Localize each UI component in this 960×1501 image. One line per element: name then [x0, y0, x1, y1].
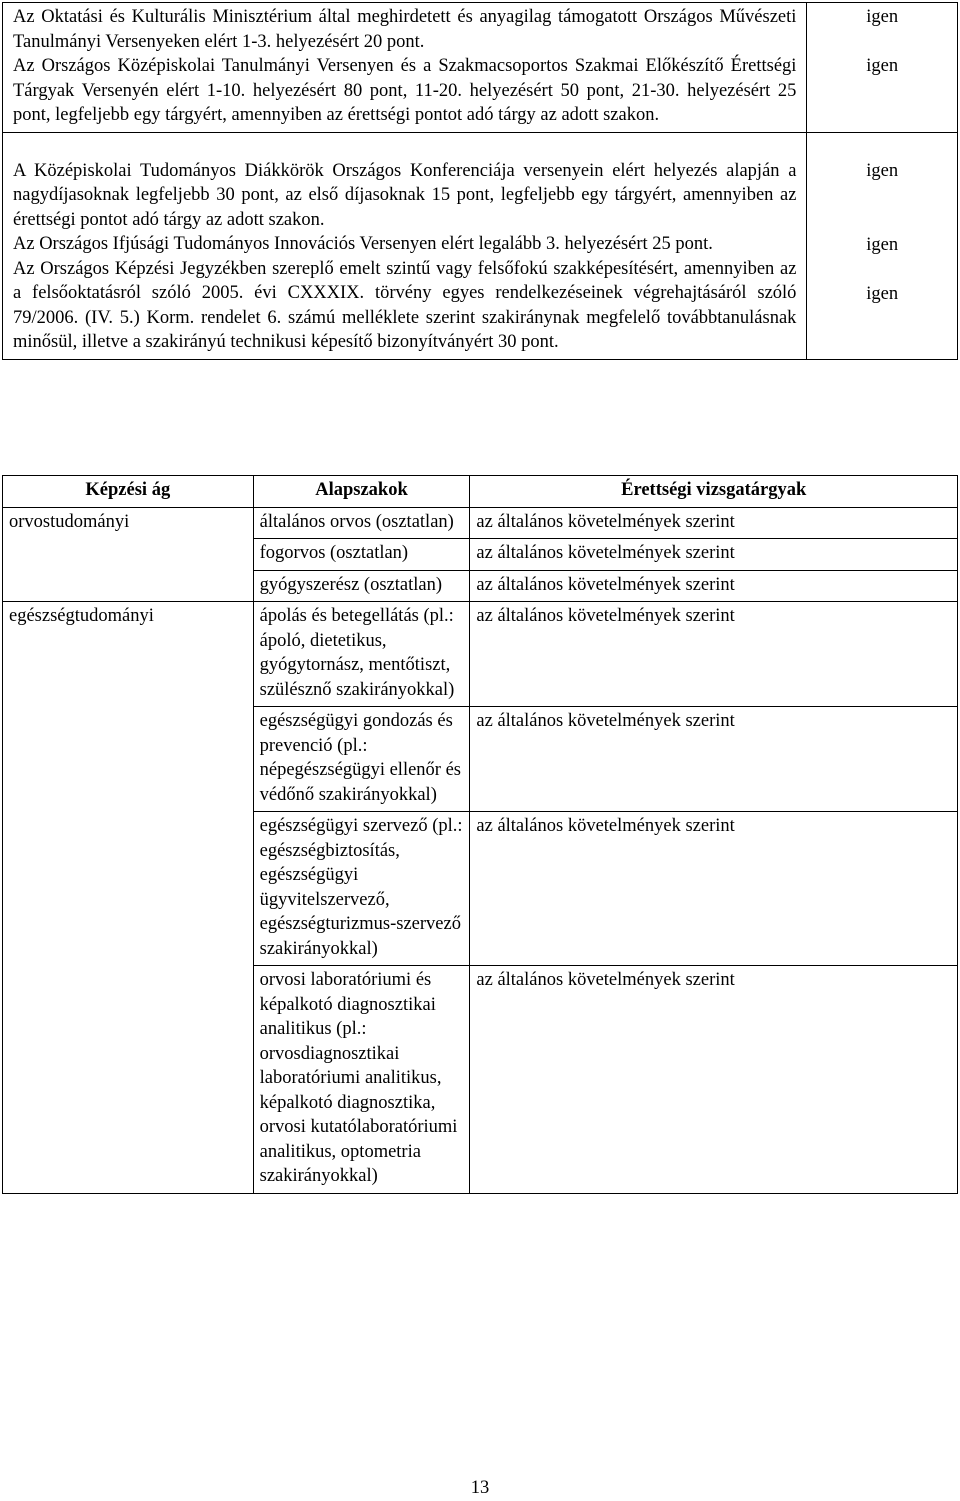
criteria-row	[3, 3, 958, 133]
criteria-paragraph: A Középiskolai Tudományos Diákkörök Országos Konferenciája versenyein elért helyezés alapján a nagydíjasoknak legfeljebb 30 pont, az első díjasoknak 15 pont, legfeljebb egy tárgyért, amennyiben az érettségi pontot adó tárgy az adott szakon.	[13, 160, 797, 230]
exam-cell: az általános követelmények szerint	[470, 570, 958, 602]
criteria-flag: igen	[866, 56, 899, 76]
area-cell	[3, 539, 254, 571]
area-cell	[3, 707, 254, 812]
criteria-flag: igen	[866, 234, 899, 255]
criteria-flag: igen	[866, 283, 899, 304]
exam-cell: az általános követelmények szerint	[470, 539, 958, 571]
column-header-major: Alapszakok	[253, 476, 470, 508]
area-cell	[3, 812, 254, 966]
criteria-paragraph: Az Országos Képzési Jegyzékben szereplő emelt szintű vagy felsőfokú szakképesítésért, amennyiben az a felsőoktatásról szóló 2005. évi CXXXIX. törvény egyes rendelkezéseinek végrehajtásáról szóló 79/2006. (IV. 5.) Korm. rendelet 6. számú melléklete szerint szakiránynak megfelelő továbbtanulásnak minősül, illetve a szakirányú technikusi képesítő bizonyítványért 30 pont.	[13, 258, 797, 352]
table-row	[3, 507, 958, 539]
area-cell	[3, 570, 254, 602]
table-row	[3, 539, 958, 571]
major-cell: orvosi laboratóriumi és képalkotó diagnosztikai analitikus (pl.: orvosdiagnosztikai laboratóriumi analitikus, képalkotó diagnosztika, orvosi kutatólaboratóriumi analitikus, optometria szakirányokkal)	[253, 966, 470, 1194]
major-cell: fogorvos (osztatlan)	[253, 539, 470, 571]
criteria-row	[3, 132, 958, 359]
exam-cell: az általános követelmények szerint	[470, 707, 958, 812]
major-cell: ápolás és betegellátás (pl.: ápoló, dietetikus, gyógytornász, mentőtiszt, szülésznő szakirányokkal)	[253, 602, 470, 707]
spacer	[807, 135, 957, 159]
criteria-table	[2, 2, 958, 360]
exam-cell: az általános követelmények szerint	[470, 812, 958, 966]
major-cell: gyógyszerész (osztatlan)	[253, 570, 470, 602]
exam-cell: az általános követelmények szerint	[470, 602, 958, 707]
table-row	[3, 707, 958, 812]
criteria-paragraph: Az Országos Ifjúsági Tudományos Innovációs Versenyen elért legalább 3. helyezésért 25 pont.	[13, 234, 713, 254]
subjects-table	[2, 475, 958, 1194]
table-row	[3, 812, 958, 966]
criteria-flags	[807, 132, 958, 359]
criteria-flags	[807, 3, 958, 133]
criteria-flag: igen	[866, 7, 899, 27]
major-cell: egészségügyi szervező (pl.: egészségbiztosítás, egészségügyi ügyvitelszervező, egészségturizmus-szervező szakirányokkal)	[253, 812, 470, 966]
criteria-paragraph: Az Országos Középiskolai Tanulmányi Versenyen és a Szakmacsoportos Szakmai Előkészítő Érettségi Tárgyak Versenyén elért 1-10. helyezésért 80 pont, 11-20. helyezésért 50 pont, 21-30. helyezésért 25 pont, legfeljebb egy tárgyért, amennyiben az érettségi pontot adó tárgy az adott szakon.	[13, 56, 797, 125]
column-header-exam: Érettségi vizsgatárgyak	[470, 476, 958, 508]
criteria-flag: igen	[866, 160, 899, 181]
criteria-description	[3, 3, 807, 133]
table-header-row	[3, 476, 958, 508]
exam-cell: az általános követelmények szerint	[470, 507, 958, 539]
area-cell	[3, 966, 254, 1194]
area-cell: egészségtudományi	[3, 602, 254, 707]
area-cell: orvostudományi	[3, 507, 254, 539]
column-header-area: Képzési ág	[3, 476, 254, 508]
spacer	[13, 135, 796, 159]
exam-cell: az általános követelmények szerint	[470, 966, 958, 1194]
table-row	[3, 966, 958, 1194]
table-row	[3, 602, 958, 707]
major-cell: általános orvos (osztatlan)	[253, 507, 470, 539]
table-row	[3, 570, 958, 602]
major-cell: egészségügyi gondozás és prevenció (pl.: népegészségügyi ellenőr és védőnő szakirányokkal)	[253, 707, 470, 812]
criteria-paragraph: Az Oktatási és Kulturális Minisztérium által meghirdetett és anyagilag támogatott Országos Művészeti Tanulmányi Versenyeken elért 1-3. helyezésért 20 pont.	[13, 7, 797, 52]
criteria-description	[3, 132, 807, 359]
page-number: 13	[470, 1478, 490, 1498]
